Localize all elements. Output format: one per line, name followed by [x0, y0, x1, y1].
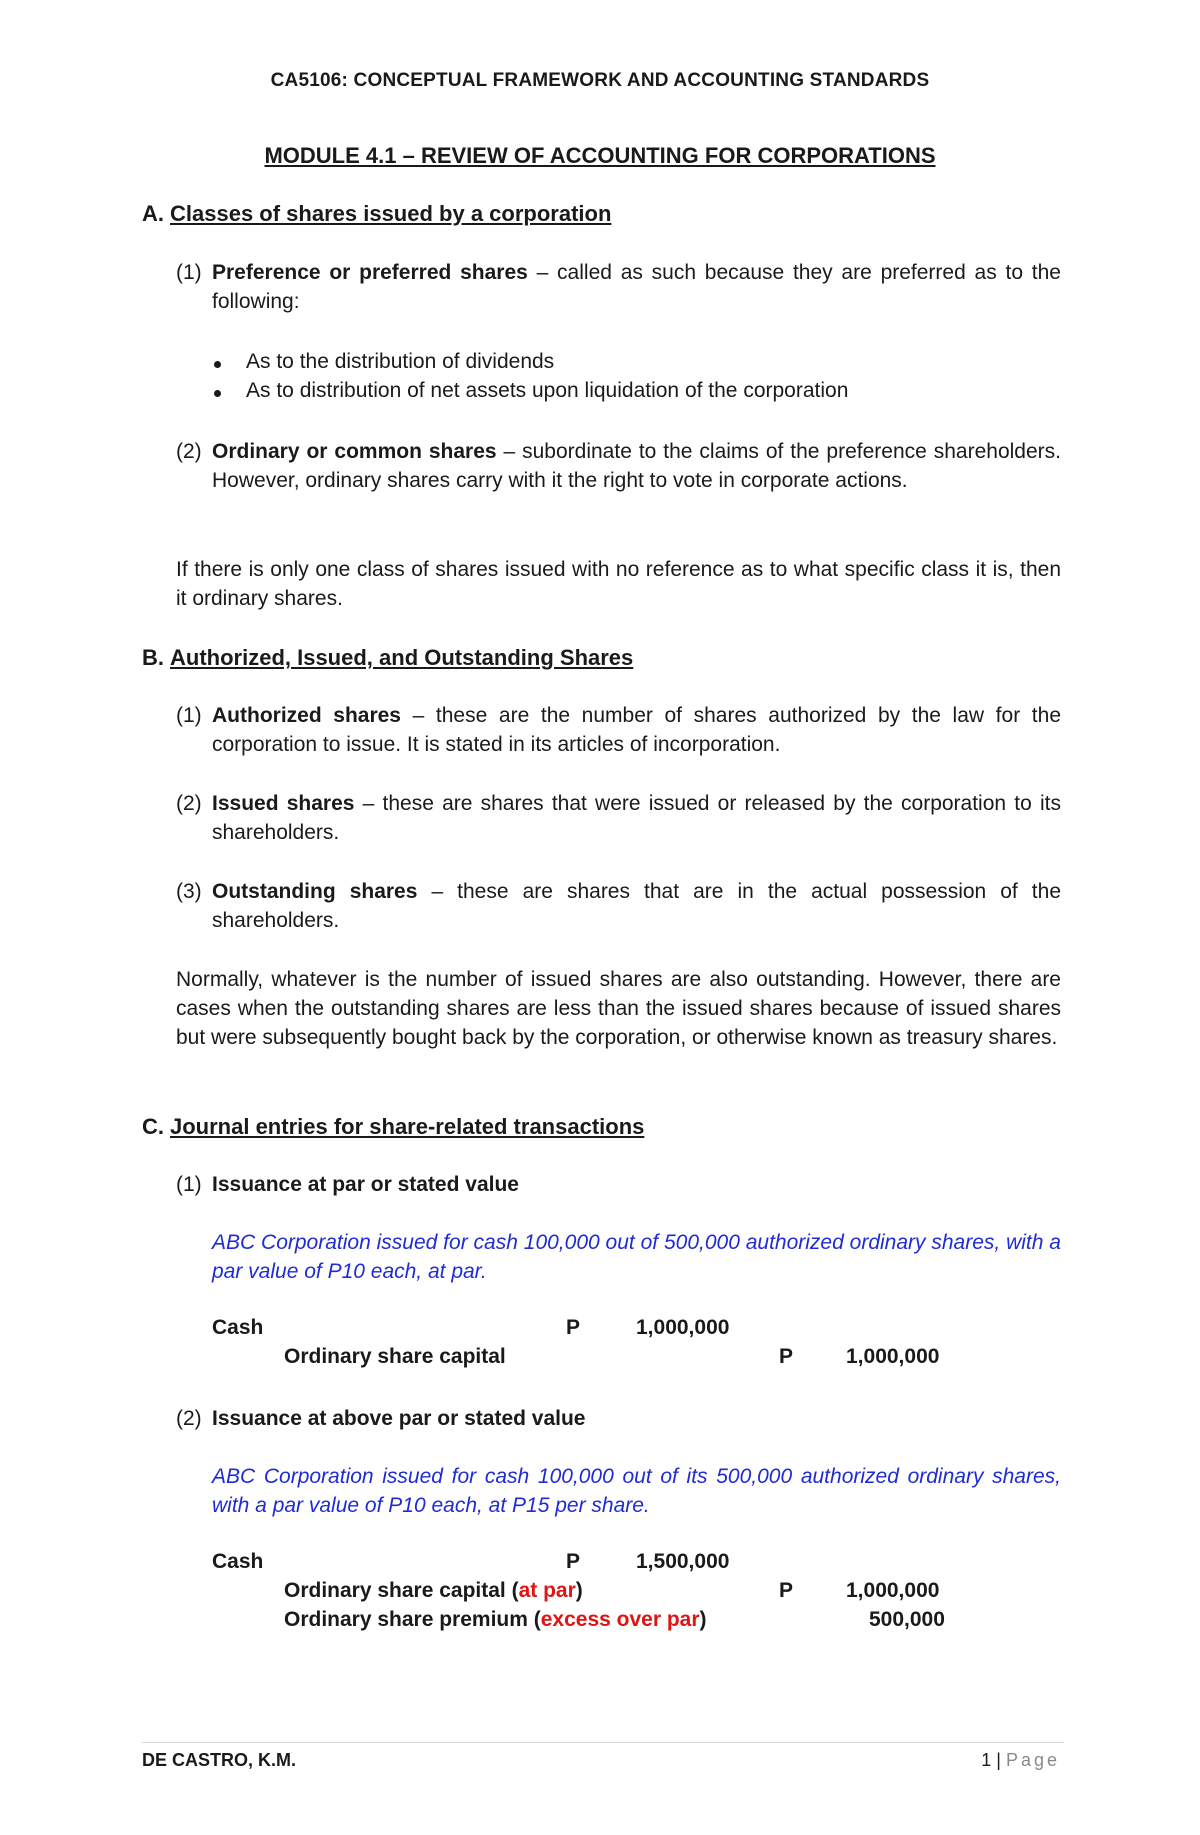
- je2-credit2-amount: 500,000: [869, 1608, 945, 1631]
- je2-debit-peso: P: [566, 1550, 581, 1573]
- item-number: (1): [176, 704, 202, 727]
- section-a-item-2: [176, 437, 1061, 495]
- item-number: (3): [176, 880, 202, 903]
- section-b-item-3: [176, 877, 1061, 935]
- term: Issuance at par or stated value: [212, 1173, 519, 1196]
- term: Issuance at above par or stated value: [212, 1407, 586, 1430]
- je2-credit1-line: Ordinary share capital (at par): [284, 1579, 583, 1602]
- je2-credit2-account: Ordinary share premium: [284, 1608, 528, 1631]
- item-number: (1): [176, 1173, 202, 1196]
- je2-credit1-account: Ordinary share capital: [284, 1579, 506, 1602]
- bullet-icon: [214, 361, 221, 368]
- definition: – these are shares that were issued or released by the corporation to its shareholders.: [212, 792, 1061, 844]
- section-a-note: If there is only one class of shares issued with no reference as to what specific class it is, then it ordinary shares.: [176, 558, 1061, 610]
- je2-debit-account: Cash: [212, 1550, 264, 1573]
- footer-author: DE CASTRO, K.M.: [142, 1750, 297, 1770]
- module-title: MODULE 4.1 – REVIEW OF ACCOUNTING FOR CORPORATIONS: [264, 143, 936, 168]
- item-number: (2): [176, 792, 202, 815]
- definition: – these are shares that are in the actual possession of the shareholders.: [212, 880, 1061, 932]
- item-number: (1): [176, 261, 202, 284]
- je1-credit-account: Ordinary share capital: [284, 1345, 506, 1368]
- definition: – these are the number of shares authorized by the law for the corporation to issue. It is stated in its articles of incorporation.: [212, 704, 1061, 756]
- section-c-letter: C.: [142, 1114, 164, 1139]
- section-b-heading: [142, 645, 633, 671]
- je2-credit2-line: Ordinary share premium (excess over par): [284, 1608, 707, 1631]
- section-a-item-1: [176, 258, 1061, 316]
- je1-credit-peso: P: [779, 1345, 794, 1368]
- section-b-title: Authorized, Issued, and Outstanding Shares: [170, 645, 634, 670]
- term: Ordinary or common shares: [212, 440, 497, 463]
- je2-credit1-amount: 1,000,000: [846, 1579, 940, 1602]
- page-separator: |: [991, 1750, 1006, 1770]
- je1-debit-amount: 1,000,000: [636, 1316, 730, 1339]
- section-b-note: Normally, whatever is the number of issued shares are also outstanding. However, there are cases when the outstanding shares are less than the issued shares because of issued shares but were subsequently bought back by the corporation, or otherwise known as treasury shares.: [176, 968, 1061, 1049]
- je1-credit-amount: 1,000,000: [846, 1345, 940, 1368]
- section-c-heading: [142, 1114, 644, 1140]
- je2-credit2-note: excess over par: [540, 1608, 700, 1631]
- bullet-text: As to distribution of net assets upon liquidation of the corporation: [246, 379, 849, 402]
- bullet-text: As to the distribution of dividends: [246, 350, 555, 373]
- term: Outstanding shares: [212, 880, 418, 903]
- je2-debit-amount: 1,500,000: [636, 1550, 730, 1573]
- item-number: (2): [176, 1407, 202, 1430]
- page-number: 1: [981, 1750, 992, 1770]
- item-number: (2): [176, 440, 202, 463]
- example-1-text: ABC Corporation issued for cash 100,000 out of 500,000 authorized ordinary shares, with a par value of P10 each, at par.: [212, 1231, 1061, 1283]
- je1-debit-account: Cash: [212, 1316, 264, 1339]
- term: Issued shares: [212, 792, 355, 815]
- bullet-icon: [214, 390, 221, 397]
- section-b-item-2: [176, 789, 1061, 847]
- je2-credit1-peso: P: [779, 1579, 794, 1602]
- term: Preference or preferred shares: [212, 261, 528, 284]
- example-2-text: ABC Corporation issued for cash 100,000 out of its 500,000 authorized ordinary shares, with a par value of P10 each, at P15 per share.: [212, 1465, 1061, 1517]
- section-b-item-1: [176, 701, 1061, 759]
- je1-debit-peso: P: [566, 1316, 581, 1339]
- course-header: CA5106: CONCEPTUAL FRAMEWORK AND ACCOUNTING STANDARDS: [270, 70, 930, 91]
- section-c-item-1-heading: [176, 1170, 1061, 1199]
- footer-page: [981, 1750, 1060, 1771]
- je2-credit1-note: at par: [518, 1579, 576, 1602]
- section-a-letter: A.: [142, 201, 164, 226]
- section-a-title: Classes of shares issued by a corporation: [170, 201, 612, 226]
- footer-divider: [142, 1742, 1064, 1743]
- definition: – subordinate to the claims of the preference shareholders. However, ordinary shares carry with it the right to vote in corporate actions.: [212, 440, 1061, 492]
- section-c-item-2-heading: [176, 1404, 1061, 1433]
- section-b-letter: B.: [142, 645, 164, 670]
- definition: – called as such because they are preferred as to the following:: [212, 261, 1061, 313]
- page-label: Page: [1005, 1750, 1060, 1770]
- section-a-heading: [142, 201, 611, 227]
- term: Authorized shares: [212, 704, 401, 727]
- section-c-title: Journal entries for share-related transactions: [170, 1114, 645, 1139]
